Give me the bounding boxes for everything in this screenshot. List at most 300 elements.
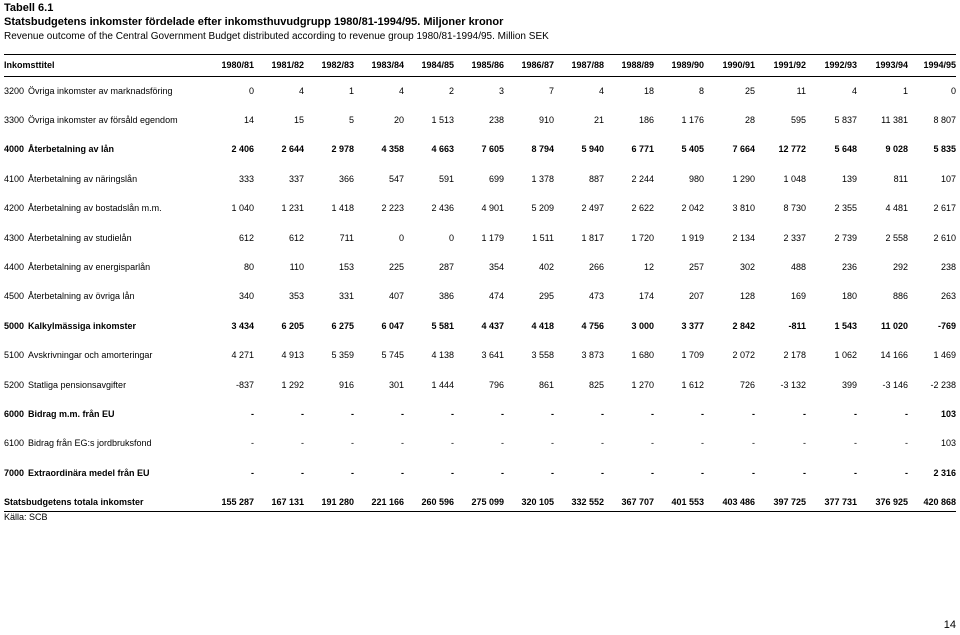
row-label (4, 458, 209, 487)
table-cell: 4 138 (431, 350, 454, 361)
column-header-year: 1980/81 (221, 60, 254, 70)
table-cell: 302 (739, 262, 755, 273)
table-cell: -3 146 (882, 379, 908, 390)
row-label (4, 429, 209, 458)
table-cell: 811 (893, 173, 908, 184)
table-cell: 1 919 (681, 232, 704, 243)
table-cell: - (551, 438, 554, 449)
table-cell: - (401, 467, 404, 478)
table-cell: - (651, 467, 654, 478)
table-cell: 337 (288, 173, 304, 184)
table-cell: 2 337 (783, 232, 806, 243)
table-cell: 3 000 (631, 320, 654, 331)
table-cell: 7 (548, 85, 554, 96)
table-cell: 28 (744, 115, 755, 126)
table-cell: 287 (438, 262, 454, 273)
table-cell: - (351, 467, 354, 478)
table-cell: 595 (790, 115, 806, 126)
row-title: Övriga inkomster av försåld egendom (28, 115, 178, 126)
table-cell: 2 244 (631, 173, 654, 184)
table-cell: 1 444 (431, 379, 454, 390)
table-cell: - (251, 438, 254, 449)
table-cell: 275 099 (471, 497, 504, 508)
table-cell: 5 (348, 115, 354, 126)
table-cell: 4 437 (481, 320, 504, 331)
column-header-year: 1994/95 (923, 60, 956, 70)
table-row (4, 458, 956, 487)
column-header-year: 1982/83 (321, 60, 354, 70)
row-code: 5100 (4, 350, 25, 361)
table-cell: - (251, 408, 254, 419)
table-cell: 153 (338, 262, 354, 273)
table-cell: - (501, 467, 504, 478)
table-cell: 399 (841, 379, 857, 390)
table-cell: 2 610 (933, 232, 956, 243)
table-cell: 2 497 (581, 203, 604, 214)
table-cell: - (854, 408, 857, 419)
table-row (4, 223, 956, 252)
table-cell: - (752, 467, 755, 478)
table-cell: 3 434 (231, 320, 254, 331)
column-header-year: 1984/85 (421, 60, 454, 70)
table-cell: 403 486 (722, 497, 755, 508)
table-cell: -837 (235, 379, 254, 390)
row-title: Avskrivningar och amorteringar (28, 350, 153, 361)
table-cell: 5 581 (431, 320, 454, 331)
column-header-year: 1989/90 (671, 60, 704, 70)
table-cell: 1 720 (631, 232, 654, 243)
table-cell: 2 406 (231, 144, 254, 155)
table-cell: 191 280 (321, 497, 354, 508)
table-row (4, 194, 956, 223)
table-cell: 260 596 (421, 497, 454, 508)
table-cell: 3 873 (581, 350, 604, 361)
column-header-year: 1985/86 (471, 60, 504, 70)
table-cell: - (854, 438, 857, 449)
table-cell: 25 (744, 85, 755, 96)
table-cell: 18 (643, 85, 654, 96)
table-cell: 1 290 (732, 173, 755, 184)
table-cell: 4 418 (531, 320, 554, 331)
row-label (4, 341, 209, 370)
table-cell: - (601, 408, 604, 419)
table-cell: 15 (293, 115, 304, 126)
table-cell: 3 641 (481, 350, 504, 361)
table-row (4, 487, 956, 516)
table-cell: 167 131 (271, 497, 304, 508)
row-title: Återbetalning av energisparlån (28, 262, 151, 273)
column-header-label: Inkomsttitel (4, 60, 55, 70)
table-cell: 0 (448, 232, 454, 243)
table-cell: 14 166 (880, 350, 908, 361)
row-title: Återbetalning av studielån (28, 232, 132, 243)
column-header-year: 1992/93 (824, 60, 857, 70)
table-cell: - (701, 408, 704, 419)
row-code: 5200 (4, 379, 25, 390)
table-cell: - (351, 438, 354, 449)
table-cell: 11 (796, 85, 806, 96)
table-cell: 887 (588, 173, 604, 184)
table-cell: - (451, 408, 454, 419)
table-cell: - (351, 408, 354, 419)
table-cell: 180 (841, 291, 857, 302)
row-title: Kalkylmässiga inkomster (28, 320, 137, 331)
table-cell: - (451, 438, 454, 449)
table-cell: 225 (388, 262, 404, 273)
table-cell: 8 794 (531, 144, 554, 155)
row-title: Återbetalning av näringslån (28, 173, 138, 184)
table-cell: 402 (538, 262, 554, 273)
table-row (4, 311, 956, 340)
table-subtitle-swedish: Statsbudgetens inkomster fördelade efter inkomsthuvudgrupp 1980/81-1994/95. Miljoner kronor (4, 16, 504, 28)
table-cell: 916 (338, 379, 354, 390)
table-cell: 266 (588, 262, 604, 273)
table-cell: 4 (298, 85, 304, 96)
table-cell: 980 (688, 173, 704, 184)
table-cell: 796 (488, 379, 504, 390)
table-cell: - (501, 408, 504, 419)
table-cell: 473 (588, 291, 604, 302)
table-cell: 2 739 (834, 232, 857, 243)
table-cell: 5 648 (834, 144, 857, 155)
table-cell: 377 731 (824, 497, 857, 508)
table-cell: - (601, 467, 604, 478)
table-cell: - (905, 438, 908, 449)
table-cell: 1 469 (933, 350, 956, 361)
table-cell: 2 178 (783, 350, 806, 361)
table-row (4, 164, 956, 193)
table-cell: 5 359 (331, 350, 354, 361)
table-cell: 263 (940, 291, 956, 302)
table-cell: - (651, 408, 654, 419)
table-cell: 488 (790, 262, 806, 273)
table-cell: 186 (638, 115, 654, 126)
row-title: Bidrag m.m. från EU (28, 408, 115, 419)
table-cell: 699 (488, 173, 504, 184)
column-header-year: 1988/89 (621, 60, 654, 70)
table-cell: 0 (398, 232, 404, 243)
table-cell: - (401, 438, 404, 449)
table-cell: 80 (243, 262, 254, 273)
table-cell: 332 552 (571, 497, 604, 508)
table-cell: 169 (790, 291, 806, 302)
table-cell: 2 622 (631, 203, 654, 214)
table-cell: 12 772 (778, 144, 806, 155)
table-row (4, 341, 956, 370)
table-cell: 2 558 (885, 232, 908, 243)
table-cell: 910 (538, 115, 554, 126)
table-cell: 1 (348, 85, 354, 96)
column-header-year: 1987/88 (571, 60, 604, 70)
table-cell: 238 (940, 262, 956, 273)
table-cell: 6 205 (281, 320, 304, 331)
table-cell: 7 664 (732, 144, 755, 155)
table-cell: 14 (243, 115, 254, 126)
table-cell: 397 725 (773, 497, 806, 508)
table-cell: 6 275 (331, 320, 354, 331)
table-cell: 1 418 (331, 203, 354, 214)
table-cell: 333 (238, 173, 254, 184)
table-cell: 11 020 (880, 320, 908, 331)
column-header-year: 1993/94 (875, 60, 908, 70)
table-cell: 4 481 (885, 203, 908, 214)
table-cell: 2 644 (281, 144, 304, 155)
table-subtitle-english: Revenue outcome of the Central Government Budget distributed according to revenue group 1980/81-1994/95. Million SEK (4, 31, 549, 42)
row-code: 5000 (4, 320, 25, 331)
revenue-table (4, 54, 956, 517)
table-cell: 21 (593, 115, 604, 126)
table-cell: 1 231 (281, 203, 304, 214)
table-cell: 5 835 (933, 144, 956, 155)
table-cell: 4 756 (581, 320, 604, 331)
table-cell: 386 (438, 291, 454, 302)
table-cell: 155 287 (221, 497, 254, 508)
table-cell: 5 940 (581, 144, 604, 155)
table-cell: 4 (398, 85, 404, 96)
table-cell: 2 617 (933, 203, 956, 214)
table-cell: - (501, 438, 504, 449)
table-cell: 1 (902, 85, 908, 96)
table-cell: - (803, 467, 806, 478)
row-label (4, 311, 209, 340)
table-cell: 547 (388, 173, 404, 184)
table-body (4, 76, 956, 517)
table-cell: 3 558 (531, 350, 554, 361)
table-cell: 292 (892, 262, 908, 273)
row-code: 4100 (4, 173, 25, 184)
table-row (4, 399, 956, 428)
row-label (4, 194, 209, 223)
table-cell: 236 (841, 262, 857, 273)
table-cell: 2 978 (331, 144, 354, 155)
table-row (4, 252, 956, 281)
table-cell: 221 166 (371, 497, 404, 508)
table-cell: 6 047 (381, 320, 404, 331)
table-cell: - (651, 438, 654, 449)
table-cell: 103 (940, 438, 956, 449)
table-row (4, 282, 956, 311)
table-cell: 331 (338, 291, 354, 302)
table-cell: 11 381 (881, 115, 908, 126)
column-header-year: 1991/92 (773, 60, 806, 70)
table-cell: 3 810 (732, 203, 755, 214)
source-note: Källa: SCB (4, 512, 48, 522)
row-label (4, 370, 209, 399)
table-cell: - (803, 408, 806, 419)
table-cell: 8 730 (783, 203, 806, 214)
row-title: Extraordinära medel från EU (28, 467, 150, 478)
table-cell: 1 612 (681, 379, 704, 390)
table-cell: 9 028 (885, 144, 908, 155)
row-title: Återbetalning av bostadslån m.m. (28, 203, 162, 214)
table-cell: 1 176 (681, 115, 704, 126)
table-cell: 8 807 (933, 115, 956, 126)
column-header-year: 1981/82 (271, 60, 304, 70)
row-code: 4500 (4, 291, 25, 302)
page-number: 14 (943, 619, 956, 631)
row-code: 3300 (4, 115, 25, 126)
row-code: 7000 (4, 467, 25, 478)
table-cell: 20 (393, 115, 404, 126)
table-cell: 2 223 (381, 203, 404, 214)
table-cell: 0 (950, 85, 956, 96)
table-cell: 1 048 (783, 173, 806, 184)
row-label (4, 76, 209, 105)
table-cell: - (701, 467, 704, 478)
table-cell: 2 (448, 85, 454, 96)
row-code: 6000 (4, 408, 25, 419)
table-cell: 340 (238, 291, 254, 302)
table-cell: 353 (288, 291, 304, 302)
row-label (4, 105, 209, 134)
table-cell: 2 316 (933, 467, 956, 478)
table-cell: -769 (937, 320, 956, 331)
table-cell: - (401, 408, 404, 419)
table-cell: 7 605 (481, 144, 504, 155)
table-cell: 825 (588, 379, 604, 390)
column-header-year: 1986/87 (521, 60, 554, 70)
row-code: 6100 (4, 438, 25, 449)
row-title: Återbetalning av lån (28, 144, 115, 155)
table-title: Tabell 6.1 (4, 2, 54, 14)
table-cell: 4 (598, 85, 604, 96)
table-cell: 591 (438, 173, 454, 184)
table-cell: 1 513 (431, 115, 454, 126)
table-cell: 301 (388, 379, 404, 390)
table-cell: 12 (643, 262, 654, 273)
table-cell: 886 (892, 291, 908, 302)
table-cell: 174 (638, 291, 654, 302)
table-cell: 139 (841, 173, 857, 184)
table-cell: 1 680 (631, 350, 654, 361)
table-cell: 612 (288, 232, 304, 243)
row-code: 4000 (4, 144, 25, 155)
row-code: 4200 (4, 203, 25, 214)
table-cell: 295 (538, 291, 554, 302)
table-header-row (4, 54, 956, 76)
row-title: Statsbudgetens totala inkomster (4, 497, 144, 508)
table-cell: 3 (498, 85, 504, 96)
table-cell: 726 (739, 379, 755, 390)
table-cell: 103 (940, 408, 956, 419)
table-cell: - (701, 438, 704, 449)
row-title: Övriga inkomster av marknadsföring (28, 85, 173, 96)
table-cell: 474 (488, 291, 504, 302)
table-cell: 5 405 (681, 144, 704, 155)
table-row (4, 76, 956, 105)
table-cell: 207 (688, 291, 704, 302)
table-cell: 407 (388, 291, 404, 302)
table-cell: 2 134 (732, 232, 755, 243)
row-title: Bidrag från EG:s jordbruksfond (28, 438, 152, 449)
table-cell: 1 292 (281, 379, 304, 390)
table-cell: 2 042 (681, 203, 704, 214)
table-cell: 5 745 (381, 350, 404, 361)
table-cell: 367 707 (621, 497, 654, 508)
table-cell: 2 355 (834, 203, 857, 214)
row-code: 4400 (4, 262, 25, 273)
row-label (4, 282, 209, 311)
table-cell: 861 (538, 379, 554, 390)
row-code: 3200 (4, 85, 25, 96)
table-cell: - (551, 467, 554, 478)
table-cell: 238 (488, 115, 504, 126)
table-cell: 110 (289, 262, 304, 273)
table-cell: 1 543 (834, 320, 857, 331)
table-cell: 2 436 (431, 203, 454, 214)
table-cell: 1 062 (834, 350, 857, 361)
row-title: Statliga pensionsavgifter (28, 379, 127, 390)
table-cell: 401 553 (671, 497, 704, 508)
row-label (4, 164, 209, 193)
column-header-year: 1983/84 (371, 60, 404, 70)
table-cell: - (601, 438, 604, 449)
table-cell: 612 (238, 232, 254, 243)
table-cell: 320 105 (521, 497, 554, 508)
table-row (4, 105, 956, 134)
table-cell: - (905, 408, 908, 419)
table-cell: 1 709 (681, 350, 704, 361)
table-row (4, 429, 956, 458)
table-cell: 8 (698, 85, 704, 96)
table-cell: -811 (788, 320, 806, 331)
table-cell: - (251, 467, 254, 478)
table-row (4, 135, 956, 164)
table-cell: 6 771 (631, 144, 654, 155)
table-cell: - (551, 408, 554, 419)
table-cell: 3 377 (681, 320, 704, 331)
table-cell: 354 (488, 262, 504, 273)
table-cell: 4 358 (381, 144, 404, 155)
table-cell: 366 (338, 173, 354, 184)
table-cell: 420 868 (923, 497, 956, 508)
row-label (4, 223, 209, 252)
table-cell: 4 663 (431, 144, 454, 155)
table-cell: - (301, 438, 304, 449)
table-cell: 107 (940, 173, 956, 184)
table-cell: - (301, 408, 304, 419)
table-cell: -3 132 (780, 379, 806, 390)
table-cell: - (752, 408, 755, 419)
table-cell: 0 (248, 85, 254, 96)
table-cell: 711 (339, 232, 354, 243)
table-cell: 1 179 (481, 232, 504, 243)
table-cell: 4 913 (281, 350, 304, 361)
row-label (4, 252, 209, 281)
table-cell: 2 842 (732, 320, 755, 331)
row-label (4, 399, 209, 428)
table-cell: 5 209 (531, 203, 554, 214)
table-cell: 1 511 (532, 232, 554, 243)
table-cell: -2 238 (930, 379, 956, 390)
table-cell: 1 040 (231, 203, 254, 214)
table-cell: 257 (688, 262, 704, 273)
table-cell: 4 (851, 85, 857, 96)
row-title: Återbetalning av övriga lån (28, 291, 135, 302)
row-code: 4300 (4, 232, 25, 243)
table-cell: 1 378 (531, 173, 554, 184)
column-header-year: 1990/91 (722, 60, 755, 70)
table-cell: 1 270 (631, 379, 654, 390)
table-cell: 4 271 (231, 350, 254, 361)
table-cell: - (451, 467, 454, 478)
table-cell: 5 837 (834, 115, 857, 126)
table-cell: 1 817 (581, 232, 604, 243)
table-cell: 2 072 (732, 350, 755, 361)
table-cell: - (301, 467, 304, 478)
table-cell: - (905, 467, 908, 478)
table-cell: 128 (739, 291, 755, 302)
